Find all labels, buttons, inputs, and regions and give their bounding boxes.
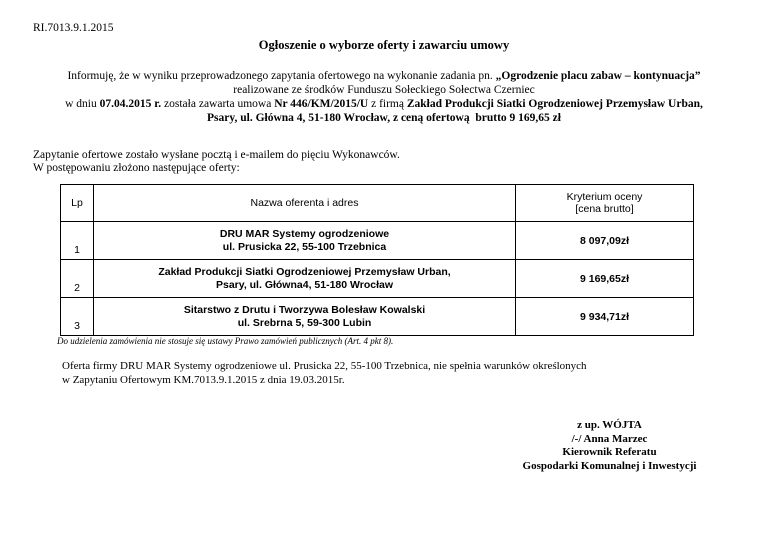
signature-block [522,419,697,473]
row-lp: 3 [61,298,94,336]
table-row [61,222,694,260]
row-offeror [94,298,516,336]
offeror-name: Sitarstwo z Drutu i Tworzywa Bolesław Kowalski [183,303,426,316]
body-line-1: Zapytanie ofertowe zostało wysłane pocztą i e-mailem do pięciu Wykonawców. [33,149,400,161]
table-header-row [61,185,694,222]
legal-note: Do udzielenia zamówienia nie stosuje się ustawy Prawo zamówień publicznych (Art. 4 pkt 8). [57,336,394,346]
signature-authority: z up. WÓJTA [577,419,642,431]
offeror-name: Zakład Produkcji Siatki Ogrodzeniowej Przemysław Urban, [158,265,451,278]
company-address: Psary, ul. Główna 4, 51-180 Wrocław, z ceną ofertową [207,112,470,124]
signature-department: Gospodarki Komunalnej i Inwestycji [522,459,697,472]
signature-name: /-/ Anna Marzec [571,432,648,445]
intro-date-prefix: w dniu [65,98,100,110]
row-offeror [94,260,516,298]
contract-date: 07.04.2015 r. [99,98,162,110]
offers-table [60,184,694,336]
contract-price: brutto 9 169,65 zł [469,112,561,124]
row-value: 9 169,65zł [516,260,694,298]
document-title: Ogłoszenie o wyborze oferty i zawarciu umowy [258,38,510,52]
intro-text: Informuję, że w wyniku przeprowadzonego zapytania ofertowego na wykonanie zadania pn. [67,70,496,82]
header-lp: Lp [61,185,94,222]
result-line-1: Oferta firmy DRU MAR Systemy ogrodzeniowe ul. Prusicka 22, 55-100 Trzebnica, nie spełnia warunków określonych [62,360,587,372]
signature-position: Kierownik Referatu [562,446,657,458]
offeror-address: ul. Srebrna 5, 59-300 Lubin [237,316,372,329]
row-offeror [94,222,516,260]
contract-number: Nr 446/KM/2015/U [274,98,369,110]
task-name: „Ogrodzenie placu zabaw – kontynuacja” [495,70,701,82]
body-line-2: W postępowaniu złożono następujące oferty: [33,162,240,174]
result-line-2: w Zapytaniu Ofertowym KM.7013.9.1.2015 z dnia 19.03.2015r. [62,374,345,386]
row-lp: 1 [61,222,94,260]
table-row [61,260,694,298]
offeror-address: ul. Prusicka 22, 55-100 Trzebnica [222,240,387,253]
header-value [516,185,694,222]
document-reference: RI.7013.9.1.2015 [33,22,114,34]
intro-contract-prefix: została zawarta umowa [161,98,275,110]
intro-line-1 [0,69,768,84]
row-value: 8 097,09zł [516,222,694,260]
header-name: Nazwa oferenta i adres [94,185,516,222]
header-value-line-1: Kryterium oceny [566,191,643,203]
company-name: Zakład Produkcji Siatki Ogrodzeniowej Przemysław Urban, [406,98,703,110]
intro-line-4 [0,111,768,126]
intro-company-prefix: z firmą [368,98,407,110]
offeror-address: Psary, ul. Główna4, 51-180 Wrocław [215,278,394,291]
offeror-name: DRU MAR Systemy ogrodzeniowe [219,227,390,240]
intro-line-3 [0,97,768,112]
intro-line-2: realizowane ze środków Funduszu Sołeckiego Sołectwa Czerniec [233,84,535,96]
row-lp: 2 [61,260,94,298]
table-row [61,298,694,336]
header-value-line-2: [cena brutto] [575,203,634,215]
row-value: 9 934,71zł [516,298,694,336]
